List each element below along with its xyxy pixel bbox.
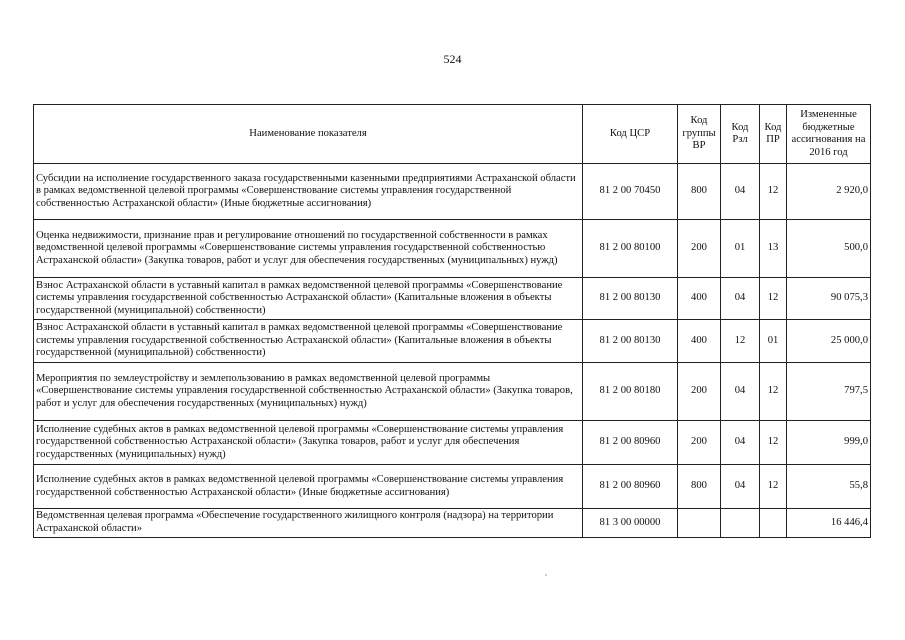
row-vr: 400 [678, 278, 721, 320]
row-rz [721, 509, 760, 538]
row-pr: 12 [760, 421, 787, 465]
table-row [34, 421, 871, 465]
row-rz: 04 [721, 363, 760, 421]
table-row [34, 164, 871, 220]
page-number: 524 [443, 52, 462, 66]
row-csr: 81 2 00 80130 [583, 320, 678, 363]
row-vr: 200 [678, 421, 721, 465]
row-name: Взнос Астраханской области в уставный капитал в рамках ведомственной целевой программы «Совершенствование системы управления государственной собственностью Астраханской области» (Капитальные вложения в объекты государственной (муниципальной) собственности) [34, 278, 583, 320]
row-vr: 800 [678, 164, 721, 220]
row-csr: 81 2 00 80100 [583, 220, 678, 278]
row-vr: 200 [678, 363, 721, 421]
row-name: Исполнение судебных актов в рамках ведомственной целевой программы «Совершенствование системы управления государственной собственностью Астраханской области» (Закупка товаров, работ и услуг для обеспечения государственных (муниципальных) нужд) [34, 421, 583, 465]
row-amount: 999,0 [787, 421, 871, 465]
table-row [34, 465, 871, 509]
row-rz: 12 [721, 320, 760, 363]
row-csr: 81 3 00 00000 [583, 509, 678, 538]
row-pr: 01 [760, 320, 787, 363]
row-pr: 12 [760, 164, 787, 220]
row-pr [760, 509, 787, 538]
row-amount: 797,5 [787, 363, 871, 421]
row-csr: 81 2 00 80960 [583, 465, 678, 509]
header-pr: Код ПР [760, 105, 787, 164]
table-header-row [34, 105, 871, 164]
row-amount: 500,0 [787, 220, 871, 278]
row-rz: 04 [721, 421, 760, 465]
row-amount: 55,8 [787, 465, 871, 509]
table-row [34, 363, 871, 421]
row-pr: 12 [760, 465, 787, 509]
row-pr: 13 [760, 220, 787, 278]
header-name: Наименование показателя [34, 105, 583, 164]
row-rz: 04 [721, 465, 760, 509]
budget-table [33, 104, 871, 538]
row-vr [678, 509, 721, 538]
row-rz: 04 [721, 164, 760, 220]
row-rz: 01 [721, 220, 760, 278]
row-name: Мероприятия по землеустройству и землепользованию в рамках ведомственной целевой программы «Совершенствование системы управления государственной собственностью Астраханской области» (Закупка товаров, работ и услуг для обеспечения государственных (муниципальных) нужд) [34, 363, 583, 421]
row-name: Оценка недвижимости, признание прав и регулирование отношений по государственной собственности в рамках ведомственной целевой программы «Совершенствование системы управления государственной собственностью Астраханской области» (Закупка товаров, работ и услуг для обеспечения государственных (муниципальных) нужд) [34, 220, 583, 278]
row-csr: 81 2 00 80130 [583, 278, 678, 320]
row-vr: 200 [678, 220, 721, 278]
header-csr: Код ЦСР [583, 105, 678, 164]
row-csr: 81 2 00 80960 [583, 421, 678, 465]
row-pr: 12 [760, 363, 787, 421]
row-name: Взнос Астраханской области в уставный капитал в рамках ведомственной целевой программы «Совершенствование системы управления государственной собственностью Астраханской области» (Капитальные вложения в объекты государственной (муниципальной) собственности) [34, 320, 583, 363]
header-amount: Измененные бюджетные ассигнования на 2016 год [787, 105, 871, 164]
row-name: Исполнение судебных актов в рамках ведомственной целевой программы «Совершенствование системы управления государственной собственностью Астраханской области» (Иные бюджетные ассигнования) [34, 465, 583, 509]
row-amount: 25 000,0 [787, 320, 871, 363]
header-vr: Код группы ВР [678, 105, 721, 164]
row-pr: 12 [760, 278, 787, 320]
table-row [34, 509, 871, 538]
row-csr: 81 2 00 70450 [583, 164, 678, 220]
row-name: Субсидии на исполнение государственного заказа государственными казенными предприятиями Астраханской области в рамках ведомственной целевой программы «Совершенствование системы управления государственной собственностью Астраханской области» (Иные бюджетные ассигнования) [34, 164, 583, 220]
row-vr: 800 [678, 465, 721, 509]
row-name: Ведомственная целевая программа «Обеспечение государственного жилищного контроля (надзора) на территории Астраханской области» [34, 509, 583, 538]
table-row [34, 278, 871, 320]
scan-speck [545, 574, 547, 576]
table-row [34, 220, 871, 278]
row-amount: 2 920,0 [787, 164, 871, 220]
row-csr: 81 2 00 80180 [583, 363, 678, 421]
row-rz: 04 [721, 278, 760, 320]
header-rz: Код Рзл [721, 105, 760, 164]
row-vr: 400 [678, 320, 721, 363]
row-amount: 16 446,4 [787, 509, 871, 538]
table-row [34, 320, 871, 363]
row-amount: 90 075,3 [787, 278, 871, 320]
